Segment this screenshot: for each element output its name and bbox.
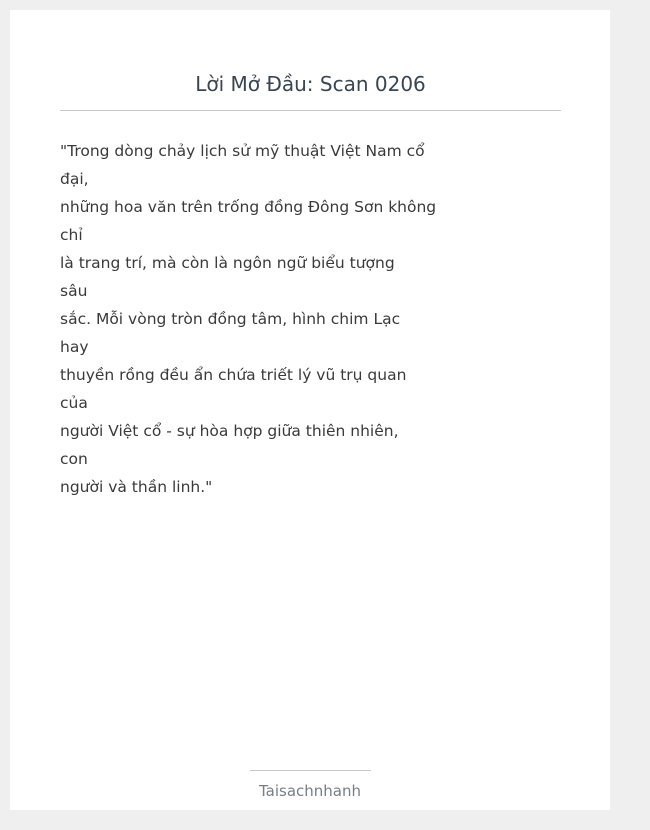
body-line: "Trong dòng chảy lịch sử mỹ thuật Việt Nam cổ [60,142,425,160]
body-line: của [60,394,88,412]
body-line: người và thần linh." [60,478,213,496]
body-line: hay [60,338,89,356]
title-divider [60,110,561,111]
body-line: chỉ [60,226,83,244]
page-title: Lời Mở Đầu: Scan 0206 [195,72,426,96]
body-line: sâu [60,282,88,300]
document-page [10,10,610,810]
body-line: những hoa văn trên trống đồng Đông Sơn không [60,198,437,216]
body-line: người Việt cổ - sự hòa hợp giữa thiên nhiên, [60,422,399,440]
body-line: đại, [60,170,89,188]
footer-divider [250,770,371,771]
body-line: là trang trí, mà còn là ngôn ngữ biểu tượng [60,254,395,272]
footer-text: Taisachnhanh [258,782,362,800]
body-text [60,137,480,501]
body-line: sắc. Mỗi vòng tròn đồng tâm, hình chim Lạc [60,310,401,328]
body-line: con [60,450,88,468]
body-line: thuyền rồng đều ẩn chứa triết lý vũ trụ quan [60,366,407,384]
